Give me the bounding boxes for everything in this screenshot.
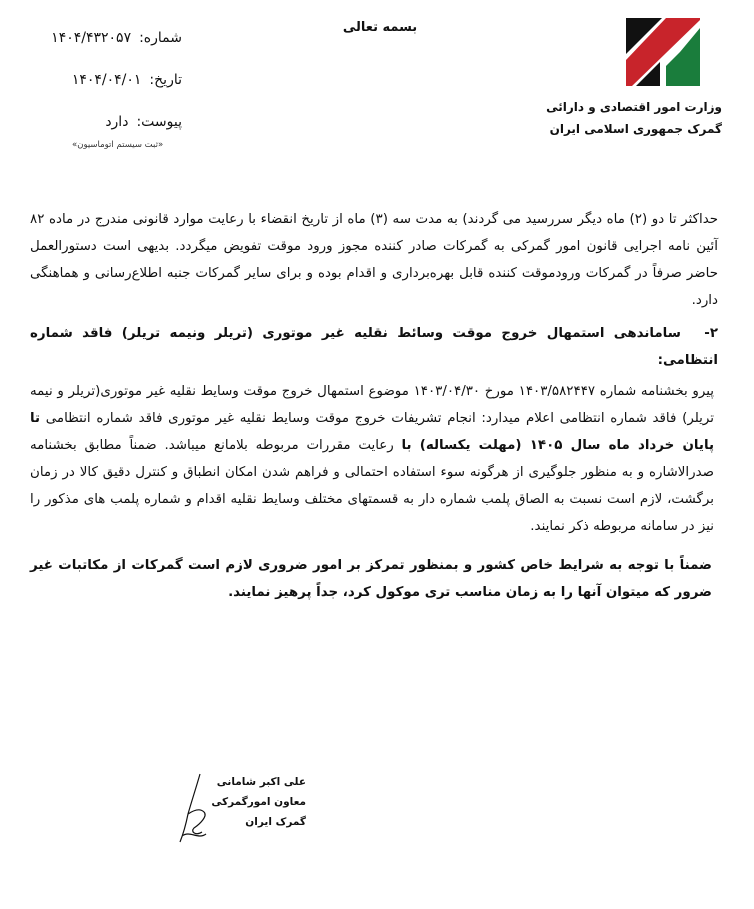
attachment-value: دارد (105, 114, 129, 130)
invocation-heading: بسمه تعالی (342, 20, 418, 35)
number-label: شماره: (139, 30, 182, 46)
signatory-title: معاون امورگمرکی گمرک ایران (211, 796, 306, 828)
section-2-deadline: تا پایان خرداد ماه سال ۱۴۰۵ (مهلت یکساله) با (30, 411, 714, 453)
attachment-row (22, 110, 182, 134)
section-2-title: ساماندهی استمهال خروج موقت وسائط نقلیه غیر موتوری (تریلر ونیمه تریلر) فاقد شماره انتظامی: (30, 326, 718, 368)
attachment-label: پیوست: (136, 114, 182, 130)
date-label: تاریخ: (149, 72, 182, 88)
section-2-number: ۲- (704, 326, 718, 341)
closing-paragraph: ضمناً با توجه به شرایط خاص کشور و بمنظور تمرکز بر امور ضروری لازم است گمرکات از مکاتبات غیر ضرور که میتوان آنها را به زمان مناسب تری موکول کرد، جداً پرهیز نمایند. (30, 558, 712, 600)
signature-block (186, 772, 306, 832)
section-2-text-a: پیرو بخشنامه شماره ۱۴۰۳/۵۸۲۴۴۷ مورخ ۱۴۰۳/۰۴/۳۰ موضوع استمهال خروج موقت وسایط نقلیه غیر موتوری(تریلر و نیمه تریلر) فاقد شماره انتظامی اعلام میدارد: انجام تشریفات خروج موقت وسایط نقلیه غیر موتوری فاقد شماره انتظامی (30, 384, 714, 426)
customs-name: گمرک جمهوری اسلامی ایران (549, 122, 722, 136)
section-2-text-b: رعایت مقررات مربوطه بلامانع میباشد. ضمناً مطابق بخشنامه صدرالاشاره و به منظور جلوگیری از هرگونه سوء استفاده احتمالی و فراهم شدن امکان انطباق و کنترل دقیق کالا در زمان برگشت، لازم است نسبت به الصاق پلمب شماره دار به قسمتهای مختلف وسایط نقلیه اقدام و شماره پلمب های مذکور را نیز در سامانه مربوطه ذکر نمایند. (30, 438, 714, 534)
ministry-name: وزارت امور اقتصادی و دارائی (546, 100, 722, 114)
letter-body (30, 206, 718, 612)
signatory-name: علی اکبر شامانی (216, 776, 306, 788)
number-value: ۱۴۰۴/۴۳۲۰۵۷ (51, 30, 132, 46)
customs-logo-icon (622, 14, 704, 90)
section-2-heading (30, 320, 718, 374)
section-2-paragraph (30, 378, 718, 540)
date-value: ۱۴۰۴/۰۴/۰۱ (71, 72, 142, 88)
organization-block (522, 96, 722, 140)
number-row (22, 26, 182, 50)
date-row (22, 68, 182, 92)
automation-note: «ثبت سیستم اتوماسیون» (72, 140, 164, 150)
letter-meta (22, 26, 182, 152)
paragraph-continuation: حداکثر تا دو (۲) ماه دیگر سررسید می گردند) به مدت سه (۳) ماه از تاریخ انقضاء با رعایت موارد قانونی مندرج در ماده ۸۲ آئین نامه اجرایی قانون امور گمرکی به گمرکات صادر کننده مجوز ورود موقت تفویض میگردد. بدیهی است دستورالعمل حاضر صرفاً در گمرکات ورودموقت کننده قابل بهره‌برداری و اقدام بوده و برای سایر گمرکات جنبه اطلاع‌رسانی و هماهنگی دارد. (30, 212, 719, 308)
